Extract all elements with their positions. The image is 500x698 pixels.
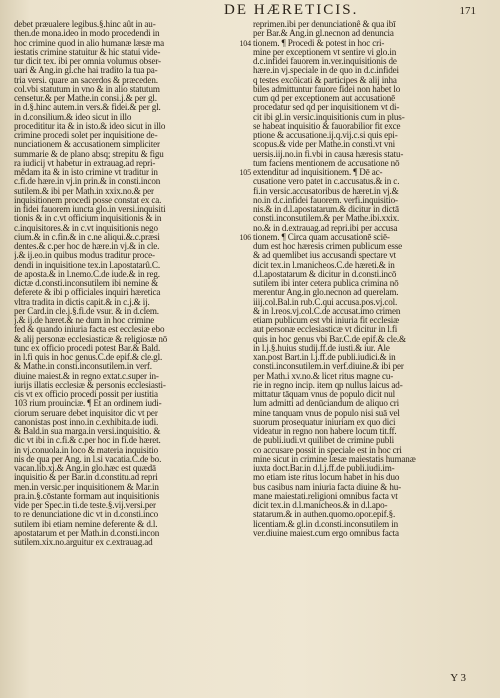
text-line: tum faciens mentionem de accusatione nō (253, 157, 400, 168)
text-line: dum est hoc hæresis crimen publicum esse (253, 241, 403, 251)
text-line: sutilem ibi inter cetera publica crimina nō (253, 278, 399, 288)
marginal-number: 104 (239, 38, 251, 48)
text-line: fed & quando iniuria facta est ecclesiæ ebo (14, 325, 165, 335)
text-line: hære.in vj.speciale in de quo in d.c.infidei (253, 65, 399, 76)
text-line: consti.inconsutilem.in verf.diuine.& ibi per (253, 361, 404, 372)
text-line: j.& ij.eo.in quibus modus traditur proce- (14, 251, 155, 261)
text-line: in l.j.§.huius studij.ff.de iusti.& iur. Ale (253, 342, 390, 353)
text-line: & Mathe.in consti.inconsutilem.in verf. (14, 362, 152, 372)
text-line: deferete & ibi p officiales inquiri hæretica (14, 288, 161, 298)
text-line: vide per Spec.in ti.de teste.§.vij.versi.per (14, 501, 156, 510)
text-line: tria versi. quare an sacerdos & præceden. (14, 75, 158, 85)
page-header (14, 2, 480, 20)
text-line: cum qd per exceptionem aut accusationē (253, 93, 396, 103)
text-line: etiam publicum est vbi iniuria fit ecclesiæ (253, 315, 400, 325)
text-line: pra.in.§.cōstante formam aut inquisitionis (14, 491, 160, 501)
text-line: procedatur sed qd per inquisitionem vt di- (253, 102, 400, 113)
text-line: censetur.& per Mathe.in consi.j.& per gl. (14, 94, 157, 103)
text-line: cusatione vero patet in c.accusatus.& in c. (253, 176, 400, 187)
folio-number: 171 (459, 5, 476, 17)
text-line: tur dicit tex. ibi per omnia volumus obser- (14, 57, 161, 66)
text-line: mane maiestati.religioni omnibus facta vt (253, 490, 398, 501)
right-column (239, 19, 480, 547)
text-line: co accusare possit in speciale est in hoc cri (253, 444, 402, 455)
text-line: dic vt ibi in c.fi.& c.per hoc in fi.de hæret. (14, 436, 161, 446)
text-line: & in l.reos.vj.col.C.de accusat.imo crimen (253, 305, 401, 316)
text-line: & ad quemlibet ius accusandi spectare vt (253, 250, 396, 261)
line-text: extenditur ad inquisitionem. ¶ Dē ac- (253, 167, 383, 177)
text-line: apostatarum et per Math.in d.consti.incon (14, 528, 160, 538)
text-line: c.fi.de hære.in vj.in prin.& in consti.incon (14, 177, 161, 187)
text-line: lum admitti ad denūciandum de aliquo cri (253, 398, 400, 409)
text-line: uersis.iij.no.in fi.vbi in causa hæresis statu- (253, 148, 404, 159)
text-line: mêdam ita & in isto crimine vt traditur in (14, 168, 158, 177)
text-line: dictæ d.consti.inconsutilem ibi nemine & (14, 279, 159, 288)
text-line: tionis & in c.vt officium inquisitionis & in (14, 214, 162, 224)
text-line: c.inquisitores.& in c.vt inquisitionis nego (14, 223, 158, 233)
text-line: tunc ex officio procedi potest Bar.& Bald. (14, 343, 161, 353)
text-line: sutilem ibi etiam nemine deferente & d.l. (14, 519, 158, 529)
text-line: nunciationem & accusationem simpliciter (14, 140, 160, 150)
text-line: in l.fi quis in hoc genus.C.de epif.& cle.gl. (14, 353, 163, 362)
text-line: de aposta.& in l.nemo.C.de iude.& in reg. (14, 269, 160, 279)
text-line: per Card.in cle.j.§.fi.de vsur. & in d.clem. (14, 306, 159, 316)
text-line: no.in d.c.infidei fauorem. verfi.inquisitio- (253, 194, 398, 205)
text-line: ciorum seruare debet inquisitor dic vt per (14, 408, 158, 418)
text-line: statarum.& in authen.quomo.opor.epif.§. (253, 509, 396, 520)
text-line: dendi in inquisitione tex.in l.apostatarû.C. (14, 260, 160, 270)
text-line: inquisitio & per Bar.in d.constitu.ad repri (14, 473, 158, 483)
text-line: 103 rium prouinciæ. ¶ Et an ordinem iudi- (14, 399, 162, 409)
text-line: uari & Ang.in gl.che hai tradito la tua pa- (14, 66, 158, 76)
text-line: iestatis crimine statuitur & hic statui vide- (14, 47, 161, 57)
text-line: mine per exceptionem vt sentire vi glo.in (253, 46, 397, 57)
text-line: mittatur tāquam vnus de populo dicit nul (253, 389, 396, 399)
text-line: cis vt ex officio procedi possit per iustitia (14, 390, 158, 399)
text-line: ver.diuine maiest.cum ergo omnibus facta (253, 527, 399, 538)
text-line: d.l.apostatarum & dicitur in d.consti.incō (253, 268, 397, 279)
text-line: rie in regno incip. item qp nullus laicus ad- (253, 379, 403, 390)
text-line: vacan.lib.xj.& Ang.in glo.hæc est quædā (14, 464, 156, 473)
text-line: iiij.col.Bal.in rub.C.qui accusa.pos.vj.col. (253, 296, 398, 307)
text-line: suorum prosequatur iniuriam ex quo dici (253, 416, 396, 427)
text-line: ra iudicij vt habetur in extrauag.ad repri- (14, 158, 156, 168)
text-line: cit ibi gl.in versic.inquisitionis cum in plus- (253, 111, 405, 122)
text-line: hoc crimine quod in alio humanæ læsæ ma (14, 38, 164, 48)
text-line: crimine procedi solet per inquisitione de- (14, 131, 158, 140)
text-line: per Math.i xv.no.& licet ritus magne cu- (253, 370, 394, 381)
text-line: nis.& in d.l.apostatarum.& dicitur in dictā (253, 204, 399, 214)
text-line: xan.post Bart.in l.j.ff.de publi.iudici.& in (253, 352, 396, 362)
text-line: q testes excōicati & participes & alij inha (253, 74, 397, 85)
text-line: reprimen.ibi per denunciationê & qua ibī (253, 19, 396, 29)
text-line: mo etiam iste ritus locum habet in his duo (253, 472, 400, 483)
marginal-number: 106 (239, 232, 251, 242)
text-line: mine sicut in crimine læsæ maiestatis humanæ (253, 453, 416, 464)
text-line: d.c.infidei fauorem in.ver.inquisitionis de (253, 56, 397, 66)
text-line: vltra tradita in dictis capit.& in c.j.& ij. (14, 297, 150, 307)
signature-mark: Y 3 (450, 672, 466, 684)
text-line: & Bald.in sua marga.in versi.inquisitio. & (14, 427, 161, 436)
marginal-number: 105 (239, 168, 251, 177)
text-line: sutilem.xix.no.arguitur ex c.extrauag.ad (14, 538, 153, 547)
text-line: canonistas post inno.in c.exhibita.de iudi. (14, 417, 159, 427)
text-line: in fidei fauorem iuncta glo.in versi.inquisiti (14, 205, 166, 214)
text-line: mine tanquam vnus de populo nisi suā vel (253, 407, 400, 418)
text-line: cium.& in c.fin.& in c.ne aliqui.&.c.præsi (14, 232, 160, 242)
text-line: iuxta doct.Bar.in d.l.j.ff.de publi.iudi.im- (253, 463, 395, 473)
text-line: dicit tex.in d.l.manicheos.& in d.l.apo- (253, 500, 388, 510)
text-line: in d.consilium.& ideo sicut in illo (14, 112, 132, 122)
text-line: quis in hoc genus vbi Bar.C.de epif.& cle.& (253, 333, 406, 344)
text-line: dicit tex.in l.manicheos.C.de hæreti.& in (253, 259, 395, 270)
text-line: videatur in regno non habere locum tit.ff. (253, 426, 397, 436)
text-line: iurijs illatis ecclesiæ & personis ecclesiasti- (14, 380, 166, 390)
text-line: dentes.& c.per hoc de hære.in vj.& in cle. (14, 242, 160, 251)
text-line: per Bar.& Ang.in gl.necnon ad denuncia (253, 28, 394, 39)
running-head: DE HÆRETICIS. (224, 2, 359, 18)
text-line: j.& ij.de hæret.& ne dum in hoc crimine (14, 316, 155, 325)
text-line: licentiam.& gl.in d.consti.inconsutilem in (253, 518, 398, 529)
text-line: to re denunciatione dic vt in d.consti.inco (14, 510, 159, 520)
text-line: in d.§.hinc autem.in vers.& fidei.& per gl. (14, 103, 161, 113)
text-line: de publi.iudi.vt quilibet de crimine publi (253, 435, 394, 446)
text-line: diuine maiest.& in regno extat.c.super in- (14, 371, 159, 381)
text-line: then.de mona.ideo in modo procedendi in (14, 29, 160, 39)
text-line: col.vbi statutum in vno & in alio statutum (14, 84, 160, 94)
text-line: biles admittuntur fauore fidei non habet lo (253, 83, 401, 94)
text-line: men.in versic.per inquisitionem & Mar.in (14, 482, 159, 492)
text-line: no.& in d.extrauag.ad repri.ibi per accusa (253, 222, 398, 233)
text-line: procedititur ita & in isto.& ideo sicut in illo (14, 121, 166, 131)
text-line: ptione & accusatione.ij.q.vij.c.si quis epi- (253, 130, 398, 140)
text-columns (14, 20, 480, 547)
text-line: inquisitionem procedi posse constat ex ca. (14, 195, 162, 205)
line-text: tionem. ¶ Procedi & potest in hoc cri- (253, 37, 385, 48)
text-line: consti.inconsutilem.& per Mathe.ibi.xxix. (253, 213, 400, 224)
text-line: se habeat inquisitio & fauorabilior fit exce (253, 120, 401, 131)
text-line: nis de qua per Ang. in l.si vacatia.C.de bo. (14, 454, 162, 464)
text-line: summarie & de plano absq; strepitu & figu (14, 149, 164, 159)
text-line: bus casibus nam iniuria facta diuine & hu- (253, 481, 402, 492)
text-line: & alij personæ ecclesiasticæ & religiosæ nō (14, 334, 168, 344)
left-column (14, 20, 241, 547)
text-line: scopus.& vide per Mathe.in consti.vt vni (253, 139, 396, 150)
text-line: sutilem.& ibi per Math.in xxix.no.& per (14, 186, 154, 196)
text-line: aut personæ ecclesiasticæ vt dicitur in l.fi (253, 324, 398, 335)
text-line: in vj.conuola.in loco & materia inquisitio (14, 445, 158, 455)
text-line: debet præualere legibus.§.hinc aût in au- (14, 20, 156, 29)
text-line: fi.in versic.accusatoribus de hæret.in vj.& (253, 185, 399, 196)
line-text: tionem. ¶ Circa quam accusationē sciē- (253, 231, 390, 242)
text-line: merentur Ang.in glo.necnon ad querelam. (253, 287, 399, 298)
